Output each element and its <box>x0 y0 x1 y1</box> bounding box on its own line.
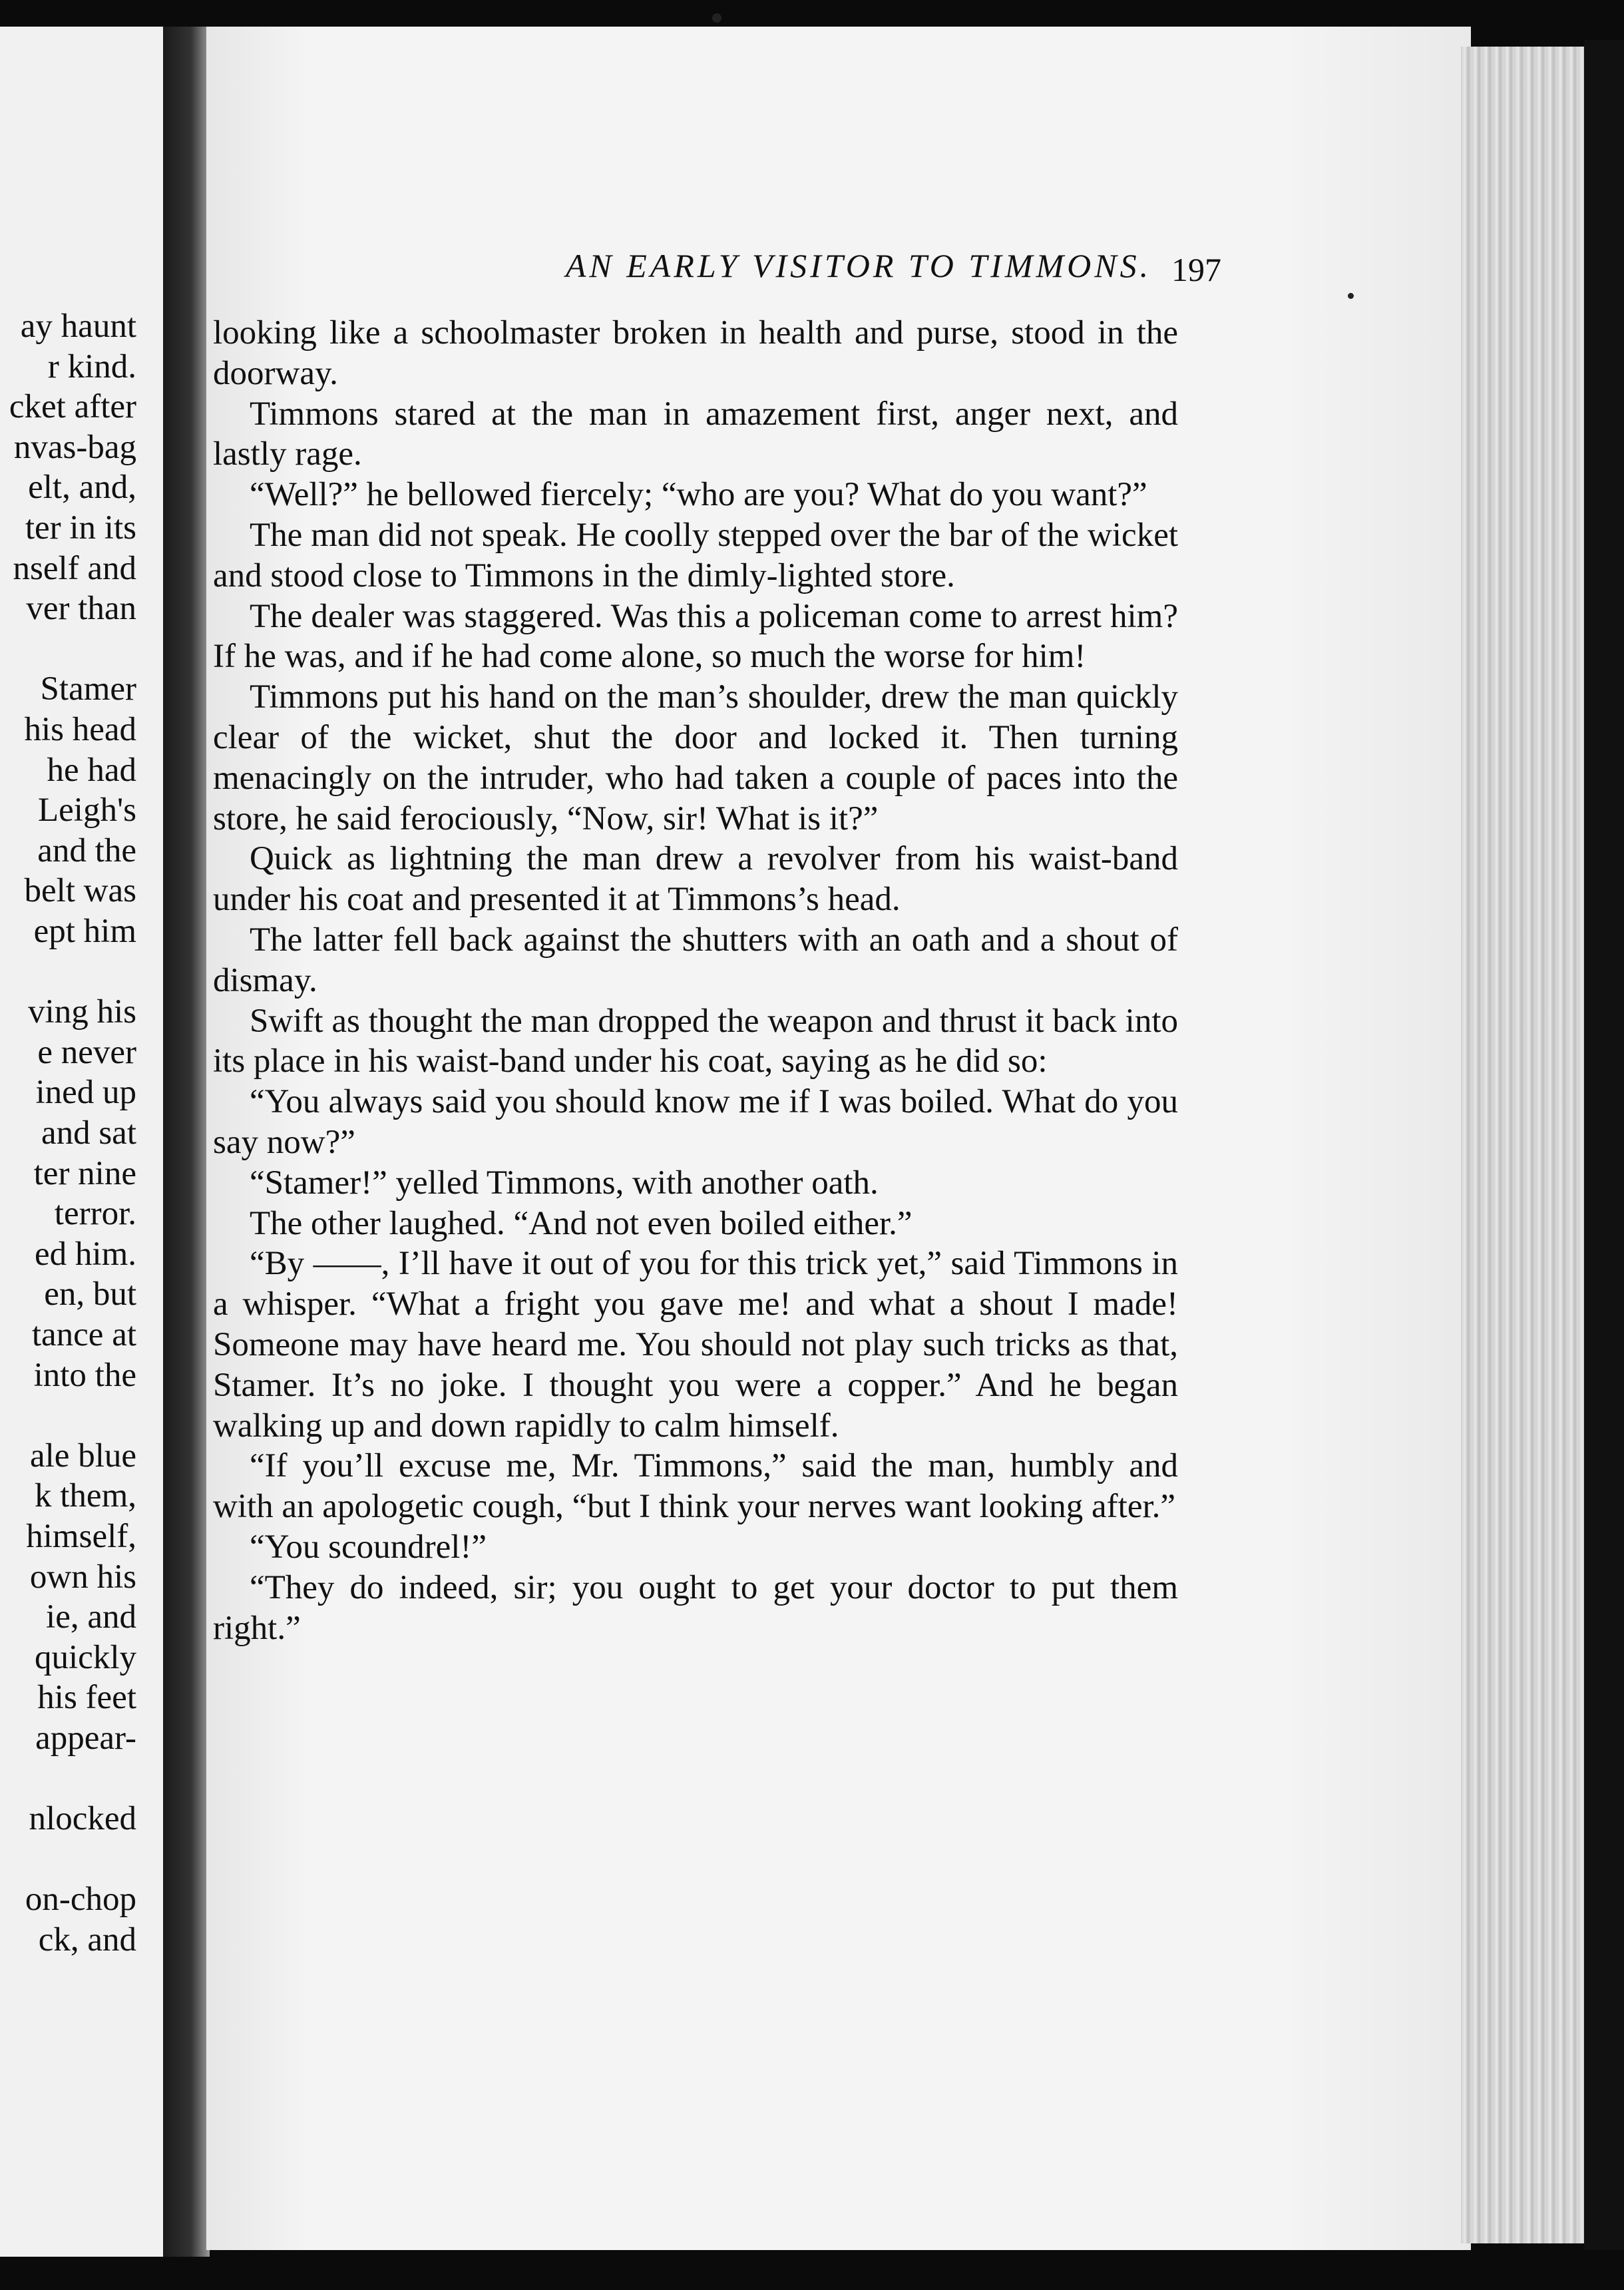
left-page-line: nvas-bag <box>13 428 136 466</box>
left-page-line: Leigh's <box>38 792 136 829</box>
paragraph: “By ——, I’ll have it out of you for this trick yet,” said Timmons in a whisper. “What a fright you gave me! and what a shout I made! Someone may have heard me. You should not play such tricks as that, Stamer. It’s no joke. I thought you were a copper.” And he began walking up and down rapidly to calm himself. <box>213 1245 1178 1445</box>
left-page-line: ter nine <box>33 1154 136 1192</box>
left-page-line: ck, and <box>38 1921 136 1958</box>
left-page-line: tance at <box>31 1316 136 1353</box>
left-page-line: ie, and <box>46 1598 136 1636</box>
paragraph: The latter fell back against the shutters with an oath and a shout of dismay. <box>213 921 1178 999</box>
left-page-line: elt, and, <box>28 469 136 507</box>
running-head: AN EARLY VISITOR TO TIMMONS. <box>565 247 1152 284</box>
left-page-line: his feet <box>37 1679 136 1717</box>
main-page <box>206 27 1471 2250</box>
left-page-line: r kind. <box>47 347 136 385</box>
left-page-line: ver than <box>26 590 136 628</box>
paragraph: “You always said you should know me if I was boiled. What do you say now?” <box>213 1083 1178 1161</box>
body-text <box>213 313 1178 1648</box>
paragraph: Quick as lightning the man drew a revolver from his waist-band under his coat and presented it at Timmons’s head. <box>213 840 1178 919</box>
speck <box>1348 293 1354 299</box>
paragraph: “They do indeed, sir; you ought to get your doctor to put them right.” <box>213 1568 1178 1647</box>
left-page-line: e never <box>37 1033 136 1071</box>
left-page-line: ed him. <box>35 1235 136 1273</box>
paragraph: Timmons put his hand on the man’s shoulder, drew the man quickly clear of the wicket, shut the door and locked it. Then turning menacingly on the intruder, who had taken a couple of paces into the store, he said ferociously, “Now, sir! What is it?” <box>213 678 1178 837</box>
left-page-line: nlocked <box>29 1800 136 1838</box>
paragraph: Timmons stared at the man in amazement first, anger next, and lastly rage. <box>213 395 1178 473</box>
paragraph: “Well?” he bellowed fiercely; “who are you? What do you want?” <box>250 476 1147 514</box>
left-page-line: and sat <box>41 1114 136 1152</box>
speck <box>712 13 721 23</box>
left-page-line: ay haunt <box>20 308 136 345</box>
paragraph: The other laughed. “And not even boiled either.” <box>250 1204 913 1242</box>
left-page-line: k them, <box>35 1477 136 1515</box>
page-edges <box>1461 47 1594 2243</box>
left-page-line: and the <box>37 831 136 869</box>
paragraph: “Stamer!” yelled Timmons, with another oath. <box>250 1164 879 1202</box>
left-page-line: himself, <box>26 1518 136 1555</box>
left-page-line: own his <box>29 1558 136 1596</box>
left-page-line: ving his <box>28 993 136 1031</box>
paragraph: The man did not speak. He coolly stepped over the bar of the wicket and stood close to Timmons in the dimly-lighted store. <box>213 516 1178 594</box>
left-page-line: on-chop <box>25 1881 136 1919</box>
paragraph: Swift as thought the man dropped the weapon and thrust it back into its place in his waist-band under his coat, saying as he did so: <box>213 1002 1178 1080</box>
left-page-line: appear- <box>35 1719 136 1757</box>
paragraph: looking like a schoolmaster broken in health and purse, stood in the doorway. <box>213 314 1178 392</box>
left-facing-page <box>0 27 163 2257</box>
left-page-line: ined up <box>35 1074 136 1112</box>
left-page-line: en, but <box>44 1275 136 1313</box>
left-page-line: ale blue <box>30 1437 136 1475</box>
paragraph: “If you’ll excuse me, Mr. Timmons,” said the man, humbly and with an apologetic cough, “but I think your nerves want looking after.” <box>213 1447 1178 1526</box>
page-edges-shadow <box>1584 40 1624 2250</box>
page-number: 197 <box>1171 251 1221 288</box>
left-page-line: cket after <box>9 388 136 426</box>
left-page-line: terror. <box>54 1195 136 1233</box>
left-page-line: he had <box>47 751 136 789</box>
book-gutter <box>163 27 210 2257</box>
left-page-line: ept him <box>33 913 136 950</box>
paragraph: The dealer was staggered. Was this a policeman come to arrest him? If he was, and if he had come alone, so much the worse for him! <box>213 597 1178 676</box>
left-page-line: into the <box>33 1356 136 1394</box>
left-page-line: ter in its <box>25 509 136 547</box>
left-page-line: Stamer <box>40 670 136 708</box>
left-page-line: nself and <box>13 549 136 587</box>
left-page-line: belt was <box>24 872 136 910</box>
paragraph: “You scoundrel!” <box>250 1528 487 1566</box>
left-page-line: quickly <box>35 1638 136 1676</box>
left-page-line: his head <box>24 711 136 748</box>
